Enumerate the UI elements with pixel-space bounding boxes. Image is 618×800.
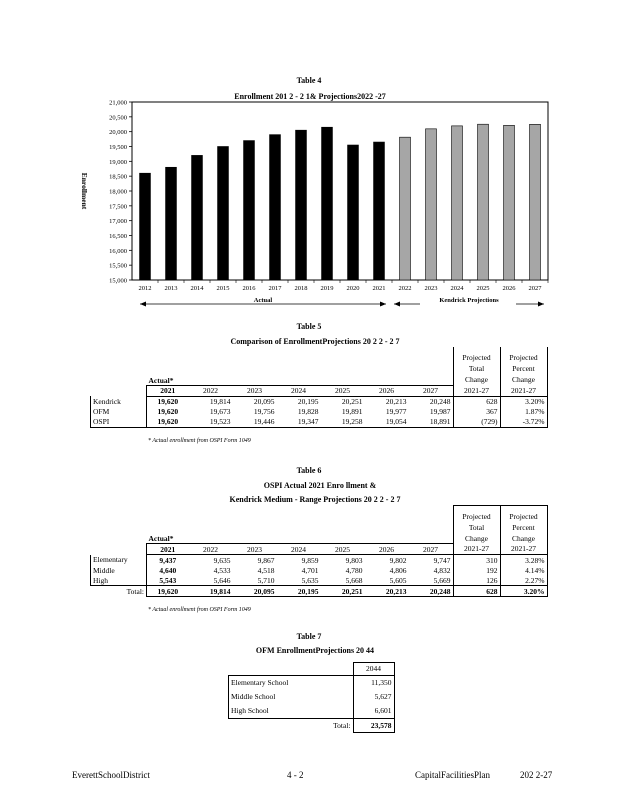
x-tick-label: 2016	[242, 285, 256, 292]
cell: 19,828	[297, 407, 319, 416]
bar-2025	[478, 124, 489, 280]
total-cell: 20,251	[321, 586, 365, 597]
cell: 5,668	[321, 575, 365, 586]
cell: 4,780	[345, 565, 363, 575]
col-header: 2026	[365, 385, 409, 396]
cell: 4,701	[301, 565, 319, 575]
cell: 19,054	[365, 417, 409, 428]
col-header: 2021-27	[453, 385, 500, 396]
cell: (729)	[453, 417, 500, 428]
col-header: 2024	[277, 544, 321, 555]
x-tick-label: 2024	[450, 285, 464, 292]
bar-2022	[400, 137, 411, 280]
projection-label: Kendrick Projections	[439, 297, 499, 304]
col-header: 2021	[147, 385, 189, 396]
x-tick-label: 2027	[528, 285, 542, 292]
cell: 3.20%	[500, 396, 547, 407]
arrow-head-right-icon	[538, 302, 544, 307]
footer-district: EverettSchoolDistrict	[72, 770, 150, 780]
row-label: OSPI	[91, 417, 147, 428]
cell: 20,095	[253, 397, 275, 406]
total-cell: 20,095	[233, 586, 277, 597]
cell: 5,605	[365, 575, 409, 586]
cell: -3.72%	[500, 417, 547, 428]
x-tick-label: 2022	[398, 285, 412, 292]
arrow-head-left-icon	[140, 302, 146, 307]
cell: 20,195	[297, 397, 319, 406]
x-tick-label: 2014	[190, 285, 204, 292]
y-tick-label: 17,000	[109, 218, 127, 226]
row-label: Elementary School	[229, 675, 354, 690]
cell: 5,710	[233, 575, 277, 586]
footer-page-number: 4 - 2	[287, 770, 304, 780]
cell: 367	[453, 407, 500, 417]
cell: 5,627	[353, 690, 394, 704]
x-tick-label: 2015	[216, 285, 230, 292]
y-tick-label: 21,000	[109, 99, 127, 107]
bar-2015	[218, 147, 229, 281]
footer-plan-title: CapitalFacilitiesPlan	[415, 770, 490, 780]
cell: 4,806	[389, 565, 407, 575]
total-cell: 19,620	[147, 586, 189, 597]
cell: 9,803	[345, 555, 363, 565]
bar-2026	[504, 125, 515, 280]
cell: 310	[453, 555, 500, 566]
year-header: 2044	[353, 663, 394, 676]
row-label: Middle School	[229, 690, 354, 704]
bar-2013	[166, 167, 177, 280]
bar-2021	[374, 142, 385, 280]
x-tick-label: 2023	[424, 285, 438, 292]
col-header: 2022	[189, 385, 233, 396]
cell: 19,987	[429, 407, 451, 416]
y-tick-label: 20,500	[109, 114, 127, 122]
cell: 126	[453, 575, 500, 586]
y-tick-label: 17,500	[109, 203, 127, 211]
cell: 6,601	[353, 704, 394, 719]
cell: 9,802	[389, 555, 407, 565]
table4-title: Enrollment 201 2 - 2 1& Projections2022 -27	[234, 92, 386, 101]
x-tick-label: 2025	[476, 285, 490, 292]
cell: 4,518	[257, 565, 275, 575]
bar-2017	[270, 135, 281, 280]
bar-2027	[530, 124, 541, 280]
col-header: 2023	[233, 385, 277, 396]
total-cell: 20,195	[277, 586, 321, 597]
x-tick-label: 2019	[320, 285, 334, 292]
cell: 192	[453, 565, 500, 575]
row-label: High	[91, 575, 147, 586]
table5-title: Comparison of EnrollmentProjections 20 2 2 - 2 7	[230, 337, 400, 346]
table7-title: OFM EnrollmentProjections 20 44	[255, 646, 375, 655]
cell: 5,646	[189, 575, 233, 586]
total-label: Total:	[126, 586, 144, 596]
y-tick-label: 15,500	[109, 262, 127, 270]
bar-2014	[192, 155, 203, 280]
cell: 19,258	[321, 417, 365, 428]
table6-title-line2: Kendrick Medium - Range Projections 20 2 2 - 2 7	[229, 495, 401, 504]
cell: 9,747	[433, 555, 451, 565]
row-label: Middle	[91, 565, 147, 575]
arrow-head-right-icon	[380, 302, 386, 307]
cell: 19,523	[189, 417, 233, 428]
cell: 9,859	[301, 555, 319, 565]
col-header: 2026	[365, 544, 409, 555]
y-tick-label: 16,000	[109, 247, 127, 255]
row-label: High School	[229, 704, 354, 719]
y-tick-label: 19,500	[109, 144, 127, 151]
cell: 19,977	[385, 407, 407, 416]
table7-caption: Table 7	[296, 632, 322, 641]
col-header: 2021-27	[500, 385, 547, 396]
row-label: Elementary	[91, 555, 147, 566]
cell: 19,347	[277, 417, 321, 428]
table7-ofm	[228, 662, 395, 733]
bar-2016	[244, 141, 255, 280]
x-tick-label: 2026	[502, 285, 516, 292]
total-cell: 628	[453, 586, 500, 597]
bar-2024	[452, 126, 463, 280]
cell: 11,350	[353, 675, 394, 690]
cell: 4,640	[147, 565, 189, 575]
table6-title-line1: OSPI Actual 2021 Enro llment &	[263, 481, 377, 490]
row-label: Kendrick	[91, 396, 147, 407]
table4-caption: Table 4	[296, 76, 322, 85]
cell: 18,891	[409, 417, 454, 428]
table6-footnote: * Actual enrollment from OSPI Form 1049	[148, 607, 251, 613]
x-tick-label: 2017	[268, 285, 282, 292]
col-header: 2024	[277, 385, 321, 396]
cell: 20,213	[385, 397, 407, 406]
cell: 19,620	[147, 417, 189, 428]
cell: 20,248	[429, 397, 451, 406]
y-tick-label: 15,000	[109, 277, 127, 285]
col-header: 2021-27	[500, 544, 547, 555]
col-header: 2021	[147, 544, 189, 555]
table6-enrollment	[90, 505, 548, 597]
actual-label: Actual	[253, 297, 273, 304]
cell: 4.14%	[500, 565, 547, 575]
cell: 20,251	[341, 397, 363, 406]
cell: 3.28%	[500, 555, 547, 566]
cell: 19,814	[209, 397, 231, 406]
cell: 9,867	[257, 555, 275, 565]
y-tick-label: 19,000	[109, 158, 127, 166]
col-header: 2027	[409, 544, 454, 555]
cell: 19,446	[233, 417, 277, 428]
x-tick-label: 2020	[346, 285, 360, 292]
col-header: 2021-27	[453, 544, 500, 555]
x-tick-label: 2021	[372, 285, 386, 292]
cell: 19,756	[253, 407, 275, 416]
y-axis-label: Enrollment	[80, 172, 89, 210]
cell: 19,620	[147, 396, 189, 407]
col-header: 2025	[321, 385, 365, 396]
cell: 5,635	[277, 575, 321, 586]
total-cell: 19,814	[189, 586, 233, 597]
total-cell: 20,248	[409, 586, 454, 597]
cell: 4,533	[213, 565, 231, 575]
total-cell: 20,213	[365, 586, 409, 597]
actual-star-label: Actual*	[148, 375, 174, 385]
col-header: 2023	[233, 544, 277, 555]
row-label: OFM	[91, 407, 147, 417]
cell: 1.87%	[500, 407, 547, 417]
cell: 5,669	[409, 575, 454, 586]
percent-change-header: Projected Percent Change	[500, 506, 547, 544]
table5-comparison	[90, 347, 548, 428]
total-change-header: Projected Total Change	[453, 506, 500, 544]
cell: 5,543	[147, 575, 189, 586]
x-tick-label: 2018	[294, 285, 308, 292]
cell: 2.27%	[500, 575, 547, 586]
total-change-header: Projected Total Change	[453, 347, 500, 385]
cell: 19,673	[209, 407, 231, 416]
cell: 628	[453, 396, 500, 407]
col-header: 2027	[409, 385, 454, 396]
y-tick-label: 20,000	[109, 129, 127, 137]
table5-caption: Table 5	[296, 322, 322, 331]
col-header: 2025	[321, 544, 365, 555]
actual-star-label: Actual*	[148, 534, 174, 543]
cell: 4,832	[433, 565, 451, 575]
total-label: Total:	[333, 721, 351, 730]
bar-2018	[296, 130, 307, 280]
y-tick-label: 18,500	[109, 173, 127, 181]
enrollment-bar-chart	[60, 96, 560, 312]
bar-2023	[426, 129, 437, 280]
y-tick-label: 18,000	[109, 188, 127, 196]
footer-plan-years: 202 2-27	[520, 770, 553, 780]
bar-2012	[140, 173, 151, 280]
bar-2020	[348, 145, 359, 280]
arrow-head-left-icon	[394, 302, 400, 307]
bar-2019	[322, 127, 333, 280]
cell: 9,635	[213, 555, 231, 565]
cell: 19,620	[147, 407, 189, 417]
table5-footnote: * Actual enrollment from OSPI Form 1049	[148, 438, 251, 444]
cell: 9,437	[147, 555, 189, 566]
x-tick-label: 2013	[164, 285, 178, 292]
cell: 19,891	[341, 407, 363, 416]
table6-caption: Table 6	[296, 466, 322, 475]
y-tick-label: 16,500	[109, 233, 127, 240]
total-cell: 3.20%	[500, 586, 547, 597]
x-tick-label: 2012	[138, 285, 152, 292]
total-cell: 23,578	[353, 718, 394, 733]
col-header: 2022	[189, 544, 233, 555]
percent-change-header: Projected Percent Change	[500, 347, 547, 385]
